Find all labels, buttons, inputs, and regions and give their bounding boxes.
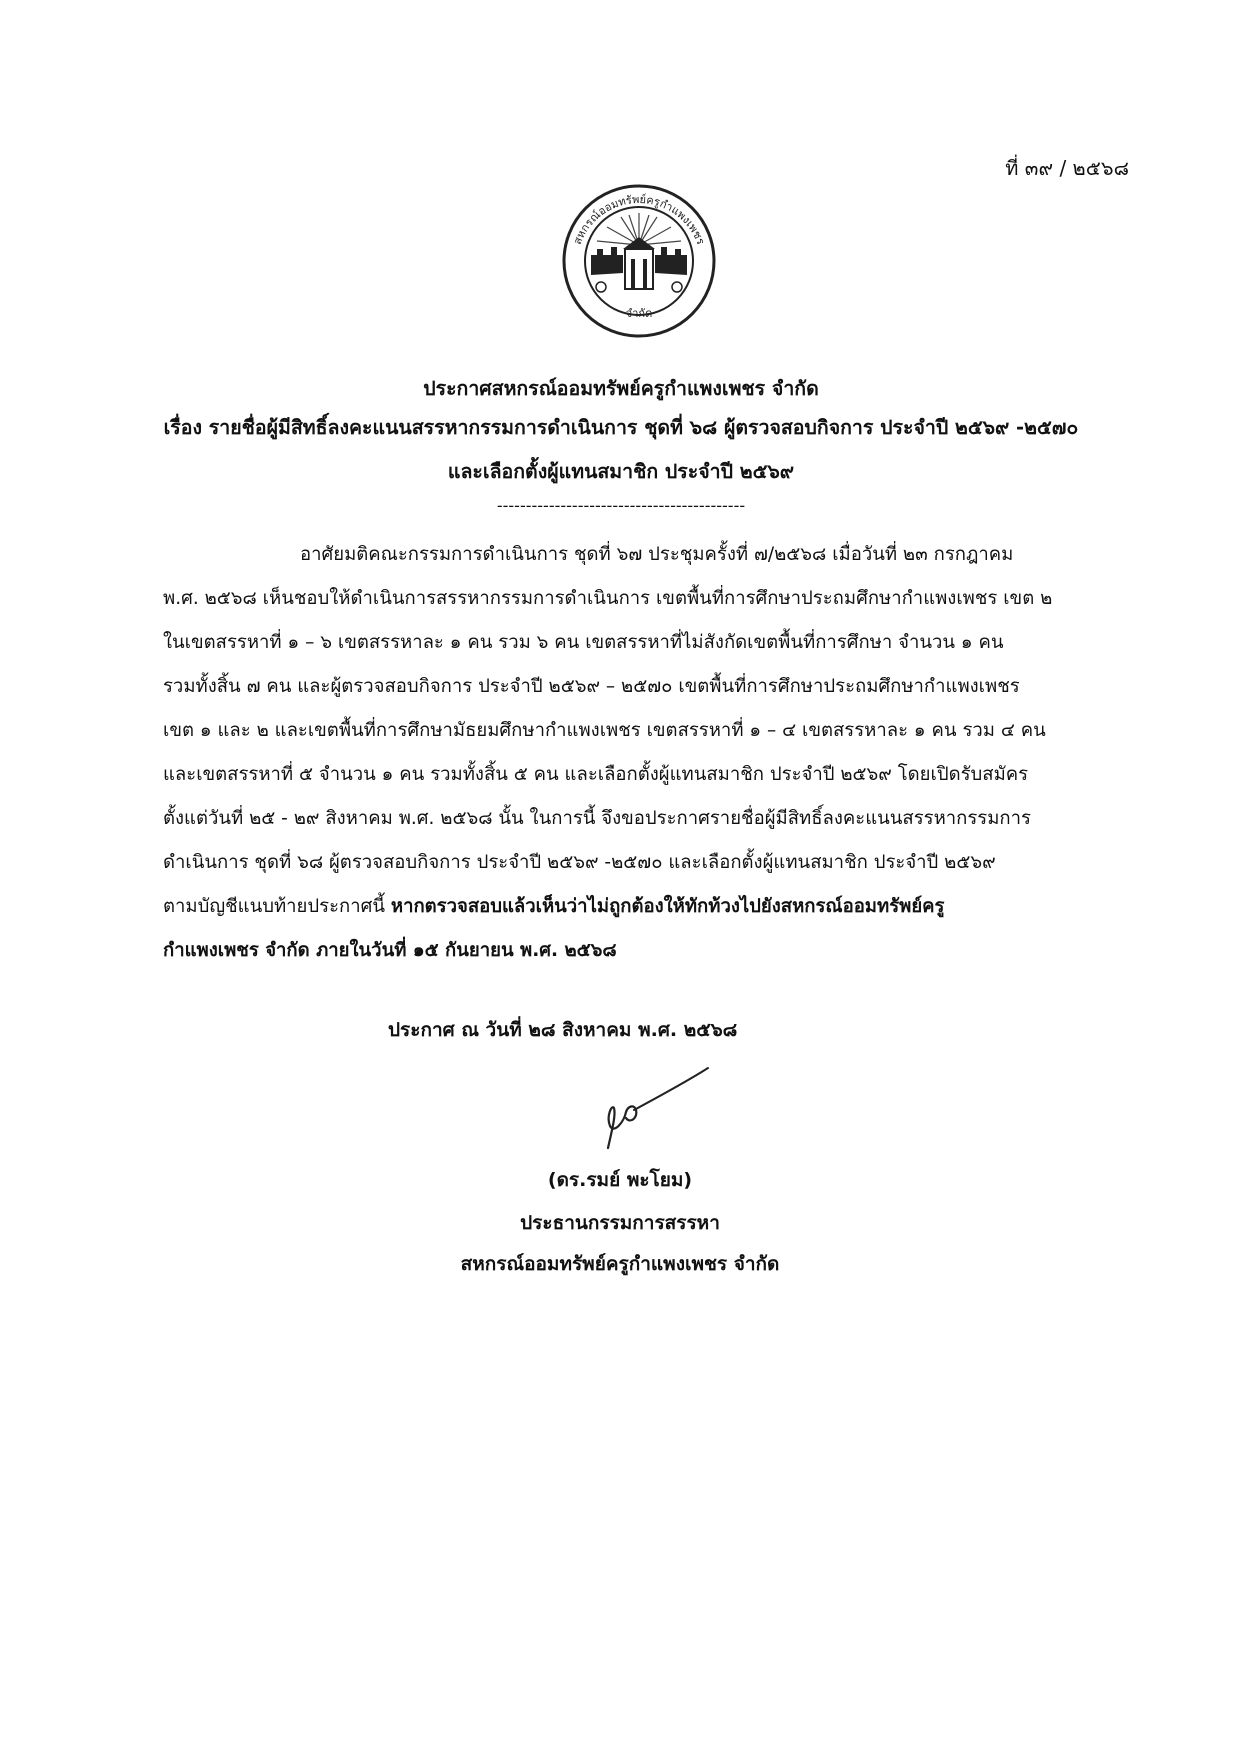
title-line-1: ประกาศสหกรณ์ออมทรัพย์ครูกำแพงเพชร จำกัด	[423, 377, 819, 400]
cooperative-seal-logo	[561, 183, 717, 339]
body-line-3: ในเขตสรรหาที่ ๑ – ๖ เขตสรรหาละ ๑ คน รวม ๖ คน เขตสรรหาที่ไม่สังกัดเขตพื้นที่การศึกษา จำนวน ๑ คน	[163, 632, 1004, 653]
document-number: ที่ ๓๙ / ๒๕๖๘	[1005, 156, 1129, 180]
body-line-1: อาศัยมติคณะกรรมการดำเนินการ ชุดที่ ๖๗ ประชุมครั้งที่ ๗/๒๕๖๘ เมื่อวันที่ ๒๓ กรกฎาคม	[300, 544, 1014, 565]
announcement-date: ประกาศ ณ วันที่ ๒๘ สิงหาคม พ.ศ. ๒๕๖๘	[388, 1019, 738, 1041]
body-line-4: รวมทั้งสิ้น ๗ คน และผู้ตรวจสอบกิจการ ประจำปี ๒๕๖๙ – ๒๕๗๐ เขตพื้นที่การศึกษาประถมศึกษากำแพงเพชร	[163, 676, 1020, 697]
body-line-9	[163, 892, 1123, 921]
body-line-9-normal: ตามบัญชีแนบท้ายประกาศนี้	[163, 896, 391, 917]
body-line-6: และเขตสรรหาที่ ๕ จำนวน ๑ คน รวมทั้งสิ้น ๕ คน และเลือกตั้งผู้แทนสมาชิก ประจำปี ๒๕๖๙ โดยเปิดรับสมัคร	[163, 764, 1029, 785]
body-line-7: ตั้งแต่วันที่ ๒๕ - ๒๙ สิงหาคม พ.ศ. ๒๕๖๘ นั้น ในการนี้ จึงขอประกาศรายชื่อผู้มีสิทธิ์ลงคะแนนสรรหากรรมการ	[163, 808, 1031, 829]
signatory-position: ประธานกรรมการสรรหา	[520, 1212, 720, 1234]
signatory-organization: สหกรณ์ออมทรัพย์ครูกำแพงเพชร จำกัด	[460, 1253, 780, 1275]
handwritten-signature	[590, 1060, 720, 1155]
title-divider: -------------------------------------------	[496, 496, 746, 515]
title-line-3: และเลือกตั้งผู้แทนสมาชิก ประจำปี ๒๕๖๙	[447, 460, 795, 483]
body-line-2: พ.ศ. ๒๕๖๘ เห็นชอบให้ดำเนินการสรรหากรรมการดำเนินการ เขตพื้นที่การศึกษาประถมศึกษากำแพงเพชร เขต ๒	[163, 588, 1053, 609]
logo-top-text: สหกรณ์ออมทรัพย์ครูกำแพงเพชร	[570, 192, 708, 247]
body-line-8: ดำเนินการ ชุดที่ ๖๘ ผู้ตรวจสอบกิจการ ประจำปี ๒๕๖๙ -๒๕๗๐ และเลือกตั้งผู้แทนสมาชิก ประจำปี ๒๕๖๙	[163, 852, 996, 873]
signatory-name: (ดร.รมย์ พะโยม)	[547, 1169, 693, 1191]
body-line-10: กำแพงเพชร จำกัด ภายในวันที่ ๑๕ กันยายน พ.ศ. ๒๕๖๘	[163, 940, 617, 961]
title-line-2: เรื่อง รายชื่อผู้มีสิทธิ์ลงคะแนนสรรหากรรมการดำเนินการ ชุดที่ ๖๘ ผู้ตรวจสอบกิจการ ประจำปี ๒๕๖๙ -๒๕๗๐	[163, 416, 1079, 439]
body-line-5: เขต ๑ และ ๒ และเขตพื้นที่การศึกษามัธยมศึกษากำแพงเพชร เขตสรรหาที่ ๑ – ๔ เขตสรรหาละ ๑ คน รวม ๔ คน	[163, 720, 1046, 741]
body-line-9-bold: หากตรวจสอบแล้วเห็นว่าไม่ถูกต้องให้ทักท้วงไปยังสหกรณ์ออมทรัพย์ครู	[390, 896, 945, 917]
logo-bottom-text: จำกัด	[625, 307, 653, 320]
